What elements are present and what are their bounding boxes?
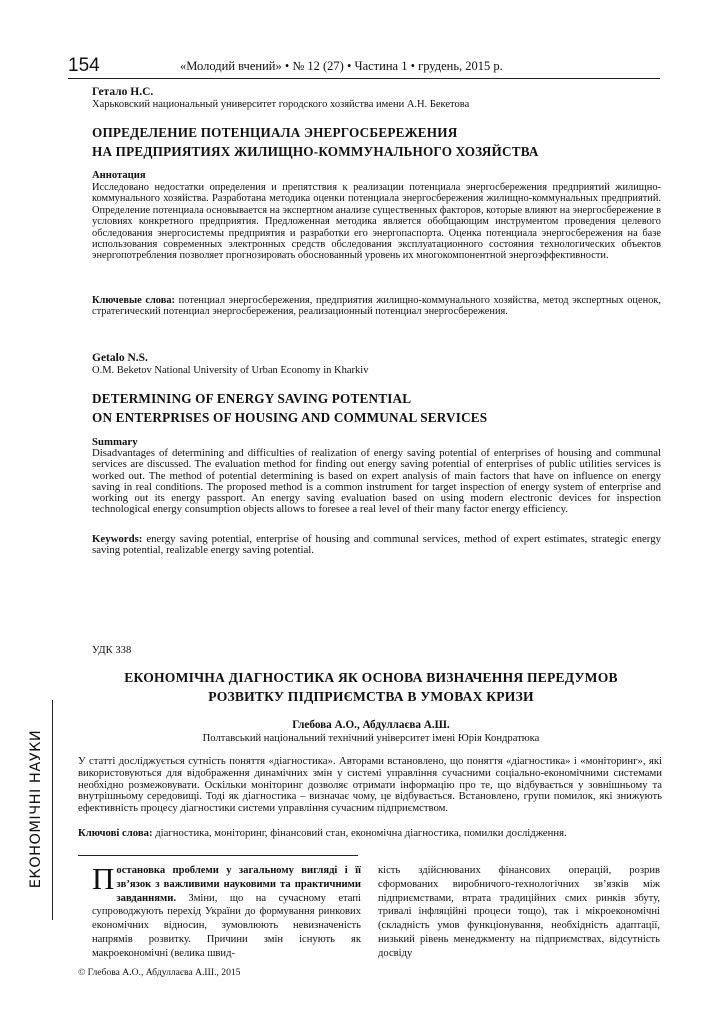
column-1-text: Зміни, що на сучасному етапі супроводжують перехід України до формування ринкових економічних відносин, зумовлюють невизначеність напрямів розвитку. Причини змін існують як макроекономічні (велика швид- bbox=[92, 892, 361, 959]
en-keywords-label: Keywords: bbox=[92, 533, 143, 545]
ua-keywords-text: діагностика, моніторинг, фінансовий стан, економічна діагностика, помилки дослідження. bbox=[152, 827, 567, 839]
ru-title-line-1: ОПРЕДЕЛЕНИЕ ПОТЕНЦИАЛА ЭНЕРГОСБЕРЕЖЕНИЯ bbox=[92, 125, 458, 140]
dropcap: П bbox=[92, 861, 115, 896]
ua-affiliation: Полтавський національний технічний університет імені Юрія Кондратюка bbox=[202, 733, 540, 744]
ru-title bbox=[92, 123, 539, 161]
en-title-line-2: ON ENTERPRISES OF HOUSING AND COMMUNAL SERVICES bbox=[92, 410, 488, 425]
page-number: 154 bbox=[68, 55, 100, 76]
section-sidebar bbox=[28, 700, 50, 918]
ua-keywords-label: Ключові слова: bbox=[78, 827, 153, 839]
header-rule bbox=[68, 78, 660, 79]
journal-header: «Молодий вчений» • № 12 (27) • Частина 1 • грудень, 2015 р. bbox=[180, 59, 503, 73]
ru-author: Гетало Н.С. bbox=[92, 86, 154, 98]
en-keywords bbox=[92, 534, 661, 557]
column-1 bbox=[92, 861, 361, 961]
ua-title-line-1: ЕКОНОМІЧНА ДІАГНОСТИКА ЯК ОСНОВА ВИЗНАЧЕННЯ ПЕРЕДУМОВ bbox=[124, 670, 618, 685]
ru-abstract-heading: Аннотация bbox=[92, 170, 146, 181]
ru-affiliation: Харьковский национальный университет городского хозяйства имени А.Н. Бекетова bbox=[92, 99, 470, 110]
ua-title bbox=[80, 668, 662, 706]
en-author: Getalo N.S. bbox=[92, 352, 148, 364]
column-rule bbox=[78, 855, 358, 856]
ru-title-line-2: НА ПРЕДПРИЯТИЯХ ЖИЛИЩНО-КОММУНАЛЬНОГО ХОЗЯЙСТВА bbox=[92, 144, 539, 159]
en-keywords-text: energy saving potential, enterprise of housing and communal services, method of expert estimates, strategic energy saving potential, realizable energy saving potential. bbox=[92, 533, 661, 557]
intro-heading: остановка проблеми у загальному вигляді і її зв’язок з важливими науковими та практичними завданнями. bbox=[116, 865, 361, 904]
ru-keywords-text: потенциал энергосбережения, предприятия жилищно-коммунального хозяйства, метод экспертных оценок, стратегический потенциал энергосбережения, реализационный потенциал энергосбережения. bbox=[92, 295, 661, 318]
copyright-footnote: © Глебова А.О., Абдуллаєва А.Ш., 2015 bbox=[78, 967, 241, 978]
en-title bbox=[92, 389, 487, 427]
ua-authors: Глебова А.О., Абдуллаєва А.Ш. bbox=[292, 719, 450, 731]
sidebar-rule bbox=[52, 700, 53, 920]
ua-abstract: У статті досліджується сутність поняття «діагностика». Авторами встановлено, що поняття «діагностика» і «моніторинг», які використовуються для відображення динамічних змін у системі управління сучасними соціально-економічними системами необхідно розмежовувати. Оскільки моніторинг дозволяє отримати інформацію про те, що відбувається у зовнішньому та внутрішньому середовищі. Тоді як діагностика – визначає чому, це відбувається. Встановлено, групи помилок, які знижують ефективність процесу діагностики системи управління сучасним підприємством. bbox=[78, 755, 662, 815]
en-summary: Disadvantages of determining and difficulties of realization of energy saving potential of enterprises of housing and communal services are discussed. The evaluation method for finding out energy saving potential of enterprises of public utilities services is worked out. The method of potential determining is based on expert analysis of main factors that have on influence on energy saving in real conditions. The proposed method is a common instrument for target inspection of energy system of enterprise and working out its energy passport. An energy saving evaluation based on using modern electronic devices for inspection technological energy consumption objects allows to foresee a real level of their many factor energy efficiency. bbox=[92, 447, 661, 516]
column-2: кість здійснюваних фінансових операцій, розрив сформованих виробничого-технологічних зв’язків між підприємствами, втрата традиційних смих ринків збуту, тривалі інфляційні процеси тощо), так і мікроекономічні (складність умов функціонування, необхідність адаптації, низький рівень менеджменту на підприємствах, відсутність досвіду bbox=[378, 865, 660, 959]
en-summary-heading: Summary bbox=[92, 436, 138, 448]
ru-keywords bbox=[92, 295, 661, 318]
en-affiliation: O.M. Beketov National University of Urban Economy in Kharkiv bbox=[92, 365, 369, 376]
ru-keywords-label: Ключевые слова: bbox=[92, 295, 176, 306]
udc-code: УДК 338 bbox=[92, 645, 132, 656]
ua-title-line-2: РОЗВИТКУ ПІДПРИЄМСТВА В УМОВАХ КРИЗИ bbox=[208, 689, 534, 704]
ua-keywords bbox=[78, 828, 662, 840]
en-title-line-1: DETERMINING OF ENERGY SAVING POTENTIAL bbox=[92, 391, 412, 406]
section-label: ЕКОНОМІЧНІ НАУКИ bbox=[28, 729, 44, 889]
ru-abstract: Исследовано недостатки определения и препятствия к реализации потенциала энергосбережения предприятий жилищно-коммунального хозяйства. Разработана методика оценки потенциала энергосбережения жилищно-коммунальных предприятий. Определение потенциала основывается на экспертном анализе существенных факторов, которые влияют на энергосбережение в условиях конкретного предприятия. Предложенная методика является обобщающим инструментом проведения целевого обследования энергосистемы предприятия и разработки его энергопаспорта. Оценка потенциала энергосбережения на базе использования современных электронных средств обследования эксплуатационного состояния технологических объектов энергопотребления позволяет прогнозировать обоснованный уровень их многокомпонентной энергоэффективности. bbox=[92, 182, 662, 262]
